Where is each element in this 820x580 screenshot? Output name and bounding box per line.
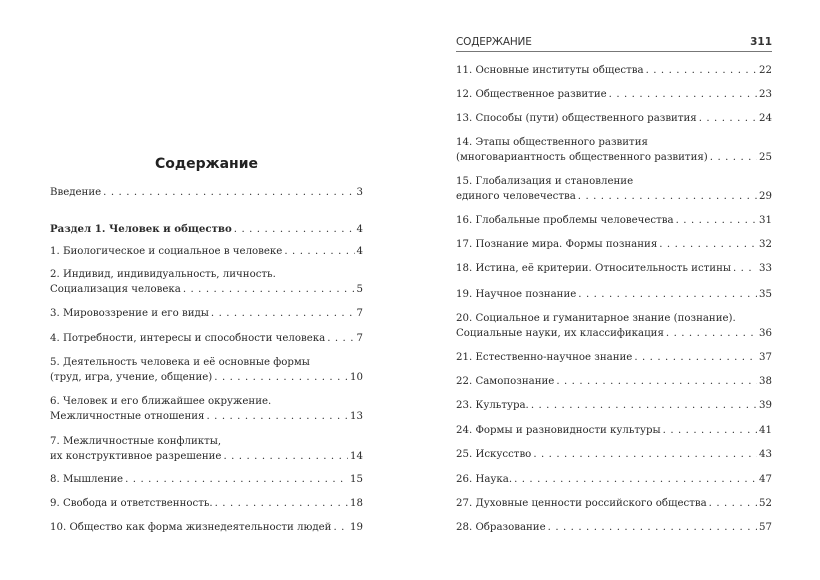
dot-leader bbox=[663, 423, 757, 438]
entry-page: 38 bbox=[759, 376, 772, 387]
entry-page: 37 bbox=[759, 352, 772, 363]
running-header-title: СОДЕРЖАНИЕ bbox=[456, 36, 532, 48]
entry-title: 16. Глобальные проблемы человечества bbox=[456, 215, 674, 226]
entry-title: 4. Потребности, интересы и способности человека bbox=[50, 333, 326, 344]
dot-leader bbox=[733, 261, 757, 276]
entry-page: 15 bbox=[350, 474, 363, 485]
entry-title: 11. Основные институты общества bbox=[456, 65, 644, 76]
entry-title-line2: единого человечества bbox=[456, 191, 576, 202]
entry-page: 31 bbox=[759, 215, 772, 226]
entry-title: 26. Наука. bbox=[456, 474, 513, 485]
toc-entry[interactable] bbox=[456, 237, 772, 252]
entry-title-line1: 20. Социальное и гуманитарное знание (познание). bbox=[456, 313, 736, 324]
dot-leader bbox=[223, 449, 348, 464]
entry-page: 32 bbox=[759, 239, 772, 250]
toc-entry[interactable] bbox=[50, 244, 363, 259]
entry-title: 28. Образование bbox=[456, 522, 546, 533]
entry-page: 35 bbox=[759, 289, 772, 300]
toc-entry[interactable] bbox=[456, 135, 772, 165]
entry-title: Введение bbox=[50, 187, 102, 198]
entry-title-line2: Социализация человека bbox=[50, 284, 181, 295]
dot-leader bbox=[578, 287, 757, 302]
entry-page: 41 bbox=[759, 425, 772, 436]
toc-entry[interactable] bbox=[456, 447, 772, 462]
toc-entry[interactable] bbox=[456, 261, 772, 276]
dot-leader bbox=[103, 185, 354, 200]
toc-entry[interactable] bbox=[456, 174, 772, 204]
toc-entry[interactable] bbox=[50, 331, 363, 346]
dot-leader bbox=[234, 222, 355, 237]
entry-page: 4 bbox=[356, 224, 363, 235]
entry-page: 18 bbox=[350, 498, 363, 509]
entry-title: 21. Естественно-научное знание bbox=[456, 352, 633, 363]
dot-leader bbox=[676, 213, 757, 228]
toc-entry[interactable] bbox=[50, 520, 363, 535]
entry-title: Раздел 1. Человек и общество bbox=[50, 223, 232, 235]
toc-entry[interactable] bbox=[456, 213, 772, 228]
entry-page: 7 bbox=[356, 333, 363, 344]
dot-leader bbox=[333, 520, 348, 535]
entry-title: 27. Духовные ценности российского общества bbox=[456, 498, 707, 509]
entry-title: 9. Свобода и ответственность. bbox=[50, 498, 213, 509]
entry-page: 24 bbox=[759, 113, 772, 124]
dot-leader bbox=[578, 189, 757, 204]
toc-entry[interactable] bbox=[456, 374, 772, 389]
toc-section-heading[interactable] bbox=[50, 222, 363, 237]
dot-leader bbox=[556, 374, 757, 389]
entry-title: 17. Познание мира. Формы познания bbox=[456, 239, 658, 250]
dot-leader bbox=[531, 398, 757, 413]
entry-page: 3 bbox=[356, 187, 363, 198]
toc-entry[interactable] bbox=[456, 311, 772, 341]
entry-title: 8. Мышление bbox=[50, 474, 124, 485]
entry-page: 29 bbox=[759, 191, 772, 202]
toc-entry[interactable] bbox=[50, 355, 363, 385]
entry-page: 47 bbox=[759, 474, 772, 485]
entry-title: 12. Общественное развитие bbox=[456, 89, 607, 100]
entry-page: 23 bbox=[759, 89, 772, 100]
entry-title-line1: 5. Деятельность человека и её основные формы bbox=[50, 357, 310, 368]
entry-title: 19. Научное познание bbox=[456, 289, 577, 300]
dot-leader bbox=[206, 409, 348, 424]
entry-page: 33 bbox=[759, 263, 772, 274]
page-number: 311 bbox=[750, 36, 772, 48]
entry-title: 3. Мировоззрение и его виды bbox=[50, 308, 209, 319]
entry-title: 23. Культура. bbox=[456, 400, 529, 411]
toc-entry[interactable] bbox=[50, 185, 363, 200]
toc-entry[interactable] bbox=[50, 472, 363, 487]
toc-entry[interactable] bbox=[456, 520, 772, 535]
dot-leader bbox=[533, 447, 757, 462]
entry-title-line2: Социальные науки, их классификация bbox=[456, 328, 664, 339]
toc-entry[interactable] bbox=[50, 394, 363, 424]
entry-title: 24. Формы и разновидности культуры bbox=[456, 425, 661, 436]
dot-leader bbox=[215, 496, 348, 511]
toc-entry[interactable] bbox=[456, 287, 772, 302]
entry-title-line2: (труд, игра, учение, общение) bbox=[50, 372, 213, 383]
dot-leader bbox=[699, 111, 757, 126]
entry-page: 36 bbox=[759, 328, 772, 339]
toc-entry[interactable] bbox=[456, 496, 772, 511]
dot-leader bbox=[125, 472, 348, 487]
running-header bbox=[456, 36, 772, 52]
toc-entry[interactable] bbox=[50, 434, 363, 464]
entry-page: 10 bbox=[350, 372, 363, 383]
entry-page: 13 bbox=[350, 411, 363, 422]
entry-title-line1: 15. Глобализация и становление bbox=[456, 176, 634, 187]
toc-title: Содержание bbox=[154, 156, 259, 172]
entry-title-line1: 6. Человек и его ближайшее окружение. bbox=[50, 396, 272, 407]
entry-title-line1: 14. Этапы общественного развития bbox=[456, 137, 648, 148]
entry-title-line1: 2. Индивид, индивидуальность, личность. bbox=[50, 269, 276, 280]
toc-entry[interactable] bbox=[456, 87, 772, 102]
toc-entry[interactable] bbox=[50, 306, 363, 321]
toc-entry[interactable] bbox=[456, 350, 772, 365]
entry-title: 18. Истина, её критерии. Относительность истины bbox=[456, 263, 731, 274]
entry-page: 22 bbox=[759, 65, 772, 76]
toc-entry[interactable] bbox=[50, 496, 363, 511]
entry-page: 39 bbox=[759, 400, 772, 411]
entry-page: 14 bbox=[350, 451, 363, 462]
dot-leader bbox=[609, 87, 757, 102]
entry-page: 7 bbox=[356, 308, 363, 319]
entry-title: 1. Биологическое и социальное в человеке bbox=[50, 246, 283, 257]
entry-page: 57 bbox=[759, 522, 772, 533]
entry-page: 43 bbox=[759, 449, 772, 460]
toc-entry[interactable] bbox=[456, 472, 772, 487]
entry-title-line2: их конструктивное разрешение bbox=[50, 451, 222, 462]
dot-leader bbox=[709, 496, 757, 511]
toc-entry[interactable] bbox=[456, 63, 772, 78]
toc-entry[interactable] bbox=[456, 398, 772, 413]
toc-entry[interactable] bbox=[456, 111, 772, 126]
toc-entry[interactable] bbox=[456, 423, 772, 438]
dot-leader bbox=[548, 520, 757, 535]
dot-leader bbox=[284, 244, 354, 259]
toc-entry[interactable] bbox=[50, 267, 363, 297]
dot-leader bbox=[183, 282, 355, 297]
entry-title: 13. Способы (пути) общественного развития bbox=[456, 113, 697, 124]
entry-title-line2: (многовариантность общественного развития) bbox=[456, 152, 708, 163]
dot-leader bbox=[666, 326, 757, 341]
entry-page: 19 bbox=[350, 522, 363, 533]
dot-leader bbox=[211, 306, 355, 321]
entry-title: 22. Самопознание bbox=[456, 376, 555, 387]
dot-leader bbox=[646, 63, 757, 78]
entry-page: 4 bbox=[356, 246, 363, 257]
dot-leader bbox=[514, 472, 757, 487]
dot-leader bbox=[710, 150, 757, 165]
entry-title: 25. Искусство bbox=[456, 449, 532, 460]
dot-leader bbox=[327, 331, 354, 346]
entry-title: 10. Общество как форма жизнедеятельности людей bbox=[50, 522, 332, 533]
dot-leader bbox=[659, 237, 757, 252]
entry-title-line2: Межличностные отношения bbox=[50, 411, 205, 422]
entry-page: 52 bbox=[759, 498, 772, 509]
dot-leader bbox=[214, 370, 348, 385]
entry-title-line1: 7. Межличностные конфликты, bbox=[50, 436, 222, 447]
dot-leader bbox=[634, 350, 757, 365]
entry-page: 5 bbox=[356, 284, 363, 295]
entry-page: 25 bbox=[759, 152, 772, 163]
